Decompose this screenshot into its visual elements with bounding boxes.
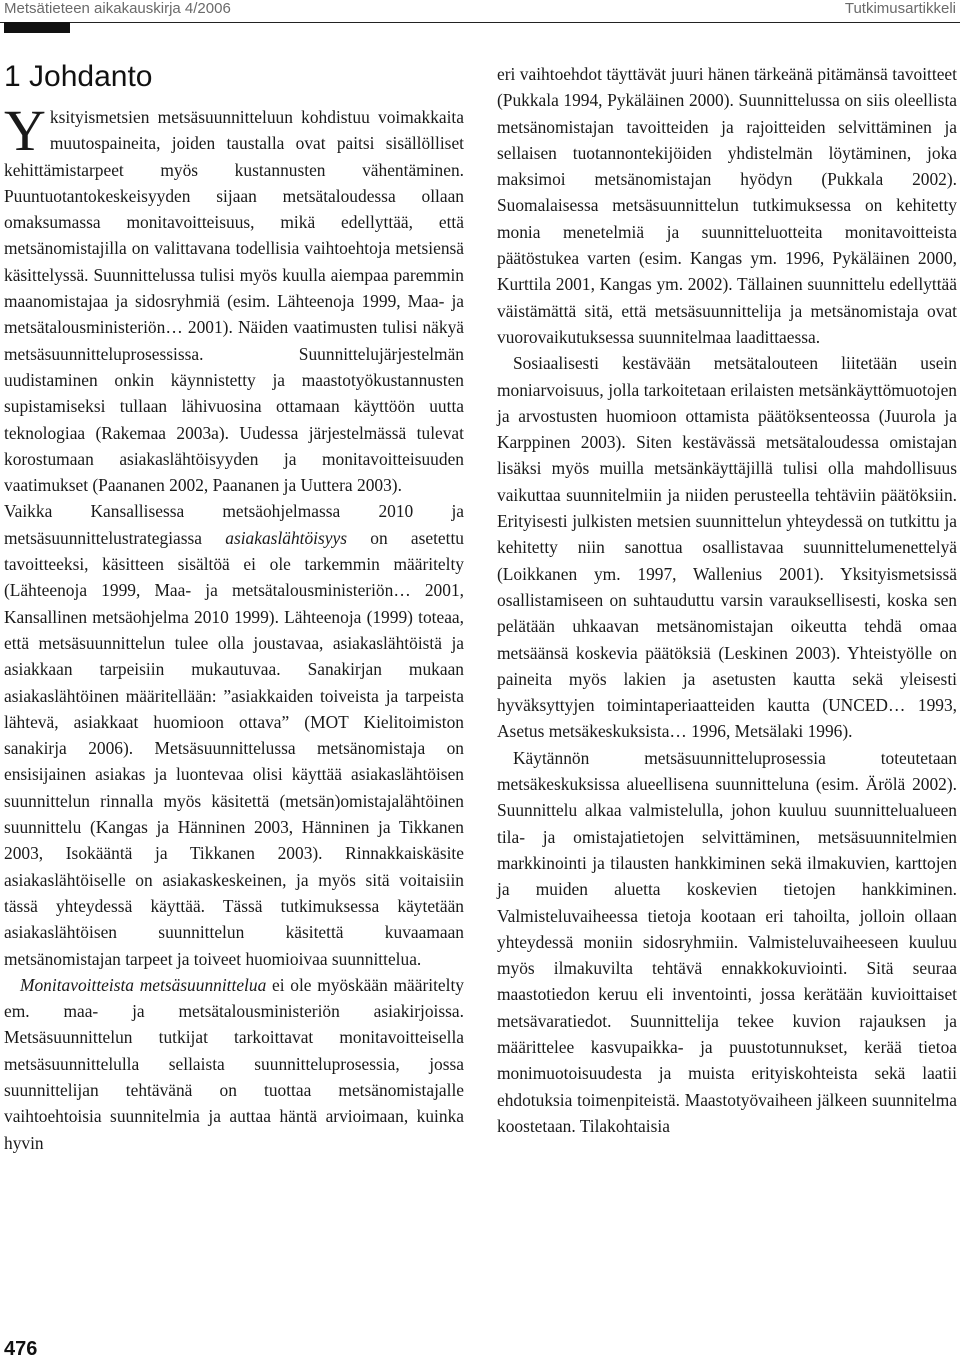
paragraph-text: on asetettu tavoitteeksi, käsitteen sisältöä ei ole tarkemmin määritelty (Lähteenoja 1999, Maa- ja metsätalousministeriön… 2001, Kansallinen metsäohjelma 2010 1999). Lähteenoja (1999) toteaa, että metsäsuunnittelun tulee olla joustavaa, asiakaslähtöistä ja asiakkaan tarpeisiin mukautuvaa. Sanakirjan mukaan asiakaslähtöinen määritellään: ”asiakkaiden toiveista ja tarpeista lähtevä, asiakkaat huomioon ottava” (MOT Kielitoimiston sanakirja 2006). Metsäsuunnittelussa metsänomistaja on ensisijainen asiakas ja luontevaa olisi käyttää asiakaslähtöisen suunnittelun rinnalla myös käsitettä (metsän)omistajalähtöinen suunnittelu (Kangas ja Hänninen 2003, Hänninen ja Tikkanen 2003, Isokääntä ja Tikkanen 2003). Rinnakkaiskäsite asiakaslähtöiselle on asiakaskeskeinen, ja myös sitä voitaisiin tässä yhteydessä käyttää. Tässä tutkimuksessa käytetään asiakaslähtöisen suunnittelun käsitettä kuvaamaan metsänomistajan tarpeet ja toiveet huomioivaa suunnittelua. [4,527,464,969]
page-number: 476 [4,1338,38,1360]
article-type: Tutkimusartikkeli [844,0,956,17]
paragraph-text: ei ole myöskään määritelty em. maa- ja metsätalousministeriön asiakirjoissa. Metsäsuunnittelun tutkijat tarkoittavat monitavoitteisella metsäsuunnittelulla sellaista suunnitteluprosessia, jossa suunnittelijan tehtävänä on tuottaa metsänomistajalle vaihtoehtoisia suunnitelmia ja auttaa häntä arvioimaan, kuinka hyvin [4,974,464,1153]
paragraph-intro [4,98,464,498]
header-bar-decoration [4,22,70,33]
right-column [497,61,957,1139]
journal-name: Metsätieteen aikakauskirja 4/2006 [4,0,231,17]
paragraph-continuation: eri vaihtoehdot täyttävät juuri hänen tärkeänä pitämänsä tavoitteet (Pukkala 1994, Pykäläinen 2000). Suunnittelussa on siis oleellista metsänomistajan tavoitteiden ja rajoitteiden selvittäminen ja sellaisen tuotannontekijöiden yhdistelmän löytäminen, joka maksimoi metsänomistajan hyödyn (Pukkala 2002). Suomalaisessa metsäsuunnittelun tutkimuksessa on kehitetty monia menetelmiä ja suunnitteluotteita monitavoitteista päätöstukea varten (esim. Kangas ym. 1996, Pykäläinen 2000, Kurttila 2001, Kangas ym. 2002). Tällainen suunnittelu edellyttää väistämättä sitä, että metsäsuunnittelija ja metsänomistaja ovat vuorovaikutuksessa suunnitelmaa laadittaessa. [497,64,957,347]
paragraph-moniarvoisuus: Sosiaalisesti kestävään metsätalouteen liitetään usein moniarvoisuus, jolla tarkoitetaan erilaisten metsänkäyttömuotojen ja arvostusten huomioon ottamista päätöksenteossa (Juurola ja Karppinen 2003). Siten kestävässä metsätaloudessa omistajan lisäksi myös muilla metsänkäyttäjillä tulisi olla mahdollisuus vaikuttaa suunnitelmiin ja niiden perusteella tehtäviin päätöksiin. Erityisesti julkisten metsien suunnittelun yhteydessä on tutkittu ja kehitetty niin sanottua osallistavaa suunnittelumenettelyä (Loikkanen ym. 1997, Wallenius 2001). Yksityismetsissä osallistamiseen on suhtauduttu varsin varauksellisesti, koska sen pelätään uhkaavan metsänomistajan oikeutta tehdä omaa metsäänsä koskevia päätöksiä (Leskinen 2003). Yhteistyölle on paineita myös lakien ja asetusten kautta sekä yleisesti hyväksyttyjen toimintaperiaatteiden kautta (UNCED… 1993, Asetus metsäkeskuksista… 1996, Metsälaki 1996). [497,353,957,742]
paragraph-text: Vaikka Kansallisessa metsäohjelmassa 2010 ja metsäsuunnittelustrategiassa [4,501,464,548]
drop-cap: Y [4,98,46,163]
section-title: 1 Johdanto [4,60,153,93]
left-column [4,58,464,1156]
paragraph-kaytannon-prosessi: Käytännön metsäsuunnitteluprosessia toteutetaan metsäkeskuksissa alueellisena suunnitteluna (esim. Ärölä 2002). Suunnittelu alkaa valmistelulla, johon kuuluu suunnittelualueen tila- ja omistajatietojen selvittäminen, metsäsuunnitelmien markkinointi ja tilausten hankkiminen sekä ilmakuvien, karttojen ja muiden aluetta koskevien tietojen hankkiminen. Valmisteluvaiheessa tietoja kootaan eri tahoilta, jolloin ollaan yhteydessä moniin sidosryhmiin. Valmisteluvaiheeseen kuuluu myös ilmakuvilta tehtävä ennakkokuviointi. Sitä seuraa maastotiedon keruu eli inventointi, jossa kerätään kuvioittaiset metsävaratiedot. Suunnittelija tekee kuvion rajauksen ja määrittelee kasvupaikka- ja puustotunnukset, kerää tietoa monimuotoisuudesta ja muista erityiskohteista sekä laatii ehdotuksia toimenpiteistä. Maastotyövaiheen jälkeen suunnitelma koostetaan. Tilakohtaisia [497,747,957,1136]
italic-term: asiakaslähtöisyys [225,527,347,548]
paragraph-intro-text: ksityismetsien metsäsuunnitteluun kohdistuu voimakkaita muutospaineita, joiden taustalla ovat paitsi sisällölliset kehittämistarpeet myös kustannusten vähentäminen. Puuntuotantokeskeisyyden sijaan metsätaloudessa ollaan omaksumassa monitavoitteisuus, mikä edellyttää, että metsänomistajilla on valittavana todellisia vaihtoehtoja metsiensä käsittelyssä. Suunnittelussa tulisi myös kuulla aiempaa paremmin maanomistajaa ja sidosryhmiä (esim. Lähteenoja 1999, Maa- ja metsätalousministeriön… 2001). Näiden vaatimusten tulisi näkyä metsäsuunnitteluprosessissa. Suunnittelujärjestelmän uudistaminen onkin käynnistetty ja maastotyökustannusten supistamiseksi tullaan lähivuosina ottamaan käyttöön uutta teknologiaa (Rakemaa 2003a). Uudessa järjestelmässä tulevat korostumaan asiakaslähtöisyyden ja monitavoitteisuuden vaatimukset (Paananen 2002, Paananen ja Uuttera 2003). [4,107,464,496]
paragraph-asiakaslahtoisyys [4,498,464,971]
paragraph-monitavoitteisuus [4,972,464,1156]
italic-term: Monitavoitteista metsäsuunnittelua [20,974,267,995]
running-header [0,0,960,23]
